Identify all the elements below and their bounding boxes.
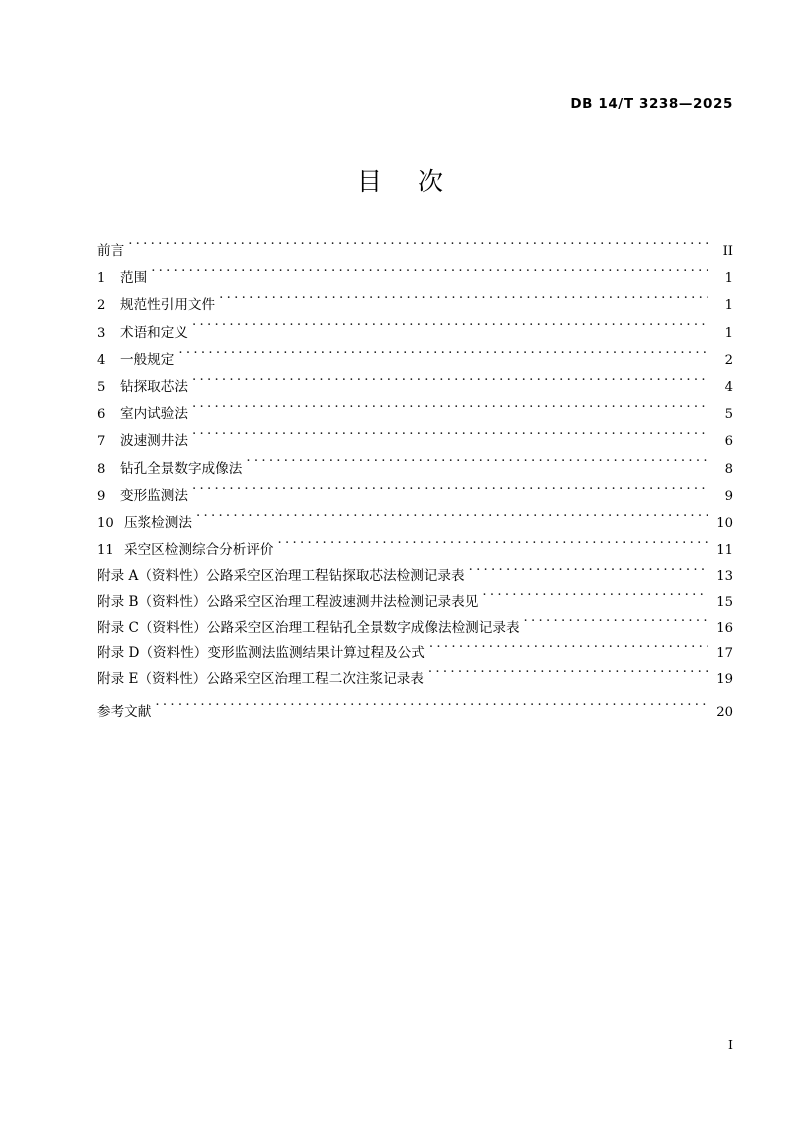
toc-entry-label: 钻孔全景数字成像法 (120, 460, 243, 477)
toc-dot-leader (178, 350, 708, 364)
toc-entry-number: 2 (97, 298, 106, 314)
toc-entry[interactable] (97, 667, 733, 693)
toc-entry-number: 7 (97, 434, 106, 450)
toc-entry[interactable] (97, 347, 733, 374)
page-title: 目 次 (357, 167, 457, 196)
table-of-contents (97, 238, 733, 726)
toc-dot-leader (219, 296, 708, 310)
toc-entry-number: 3 (97, 325, 106, 341)
toc-entry-label: 参考文献 (97, 704, 152, 721)
toc-entry[interactable] (97, 401, 733, 428)
toc-dot-leader (192, 486, 708, 500)
toc-entry-page-number: 9 (724, 488, 733, 504)
toc-entry[interactable] (97, 428, 733, 455)
toc-entry-page-number: 8 (724, 461, 733, 477)
toc-dot-leader (469, 567, 708, 581)
toc-dot-leader (192, 405, 708, 419)
toc-entry-number: 1 (97, 271, 106, 287)
toc-entry-label: 钻探取芯法 (120, 379, 188, 396)
toc-entry-number: 5 (97, 380, 106, 396)
toc-entry[interactable] (97, 292, 733, 319)
toc-entry-page-number: 17 (716, 646, 733, 662)
toc-entry[interactable] (97, 616, 733, 642)
toc-entry-label: 术语和定义 (120, 324, 188, 341)
toc-entry-label: 变形监测法 (120, 487, 188, 504)
toc-entry-label: 规范性引用文件 (120, 297, 216, 314)
toc-entry-label: 范围 (120, 270, 148, 287)
toc-entry-page-number: 1 (724, 325, 733, 341)
toc-entry-page-number: 10 (716, 516, 733, 532)
toc-entry-label: 波速测井法 (120, 433, 188, 450)
toc-entry-label: 前言 (97, 243, 125, 259)
toc-entry-page-number: 6 (724, 434, 733, 450)
toc-entry-page-number: 4 (724, 380, 733, 396)
toc-entry-label: 室内试验法 (120, 406, 188, 423)
toc-entry[interactable] (97, 320, 733, 347)
toc-dot-leader (128, 241, 708, 255)
toc-dot-leader (196, 513, 708, 527)
page-number-footer: I (728, 1037, 733, 1052)
standard-code-header: DB 14/T 3238—2025 (570, 96, 733, 112)
toc-entry[interactable] (97, 374, 733, 401)
toc-entry-label: 附录 C（资料性）公路采空区治理工程钻孔全景数字成像法检测记录表 (97, 619, 520, 636)
toc-entry-number: 4 (97, 352, 106, 368)
toc-entry-label: 附录 A（资料性）公路采空区治理工程钻探取芯法检测记录表 (97, 568, 465, 585)
toc-entry-page-number: 1 (724, 271, 733, 287)
toc-entry-number: 10 (97, 516, 114, 532)
toc-entry-page-number: 5 (724, 407, 733, 423)
toc-dot-leader (278, 541, 708, 555)
toc-entry-page-number: 15 (716, 595, 733, 611)
toc-entry-number: 9 (97, 488, 106, 504)
toc-dot-leader (246, 459, 708, 473)
toc-entry[interactable] (97, 238, 733, 265)
toc-dot-leader (192, 432, 708, 446)
toc-dot-leader (151, 269, 708, 283)
toc-entry-label: 一般规定 (120, 351, 175, 368)
toc-entry[interactable] (97, 510, 733, 537)
toc-entry[interactable] (97, 564, 733, 590)
toc-entry[interactable] (97, 641, 733, 667)
toc-dot-leader (524, 618, 708, 632)
toc-entry-number: 8 (97, 461, 106, 477)
toc-dot-leader (192, 323, 708, 337)
toc-dot-leader (155, 703, 708, 717)
toc-entry-number: 6 (97, 407, 106, 423)
toc-entry-label: 采空区检测综合分析评价 (124, 542, 274, 559)
toc-entry[interactable] (97, 483, 733, 510)
toc-entry-page-number: 11 (716, 543, 733, 559)
toc-entry[interactable] (97, 456, 733, 483)
toc-entry-page-number: 20 (716, 705, 733, 721)
toc-entry-page-number: 16 (716, 620, 733, 636)
toc-entry-page-number: 1 (724, 298, 733, 314)
toc-entry[interactable] (97, 537, 733, 564)
toc-dot-leader (428, 669, 708, 683)
toc-entry-label: 附录 D（资料性）变形监测法监测结果计算过程及公式 (97, 645, 425, 662)
toc-entry-page-number: 19 (716, 671, 733, 687)
toc-entry-page-number: II (722, 244, 733, 259)
toc-dot-leader (482, 592, 708, 606)
toc-dot-leader (429, 644, 708, 658)
toc-dot-leader (192, 377, 708, 391)
toc-entry-number: 11 (97, 543, 114, 559)
toc-entry-label: 压浆检测法 (124, 515, 192, 532)
toc-entry[interactable] (97, 265, 733, 292)
toc-entry-label: 附录 B（资料性）公路采空区治理工程波速测井法检测记录表见 (97, 594, 479, 611)
toc-entry[interactable] (97, 590, 733, 616)
toc-entry-page-number: 2 (724, 352, 733, 368)
toc-entry-page-number: 13 (716, 569, 733, 585)
toc-entry-label: 附录 E（资料性）公路采空区治理工程二次注浆记录表 (97, 670, 424, 687)
toc-entry[interactable] (97, 699, 733, 726)
